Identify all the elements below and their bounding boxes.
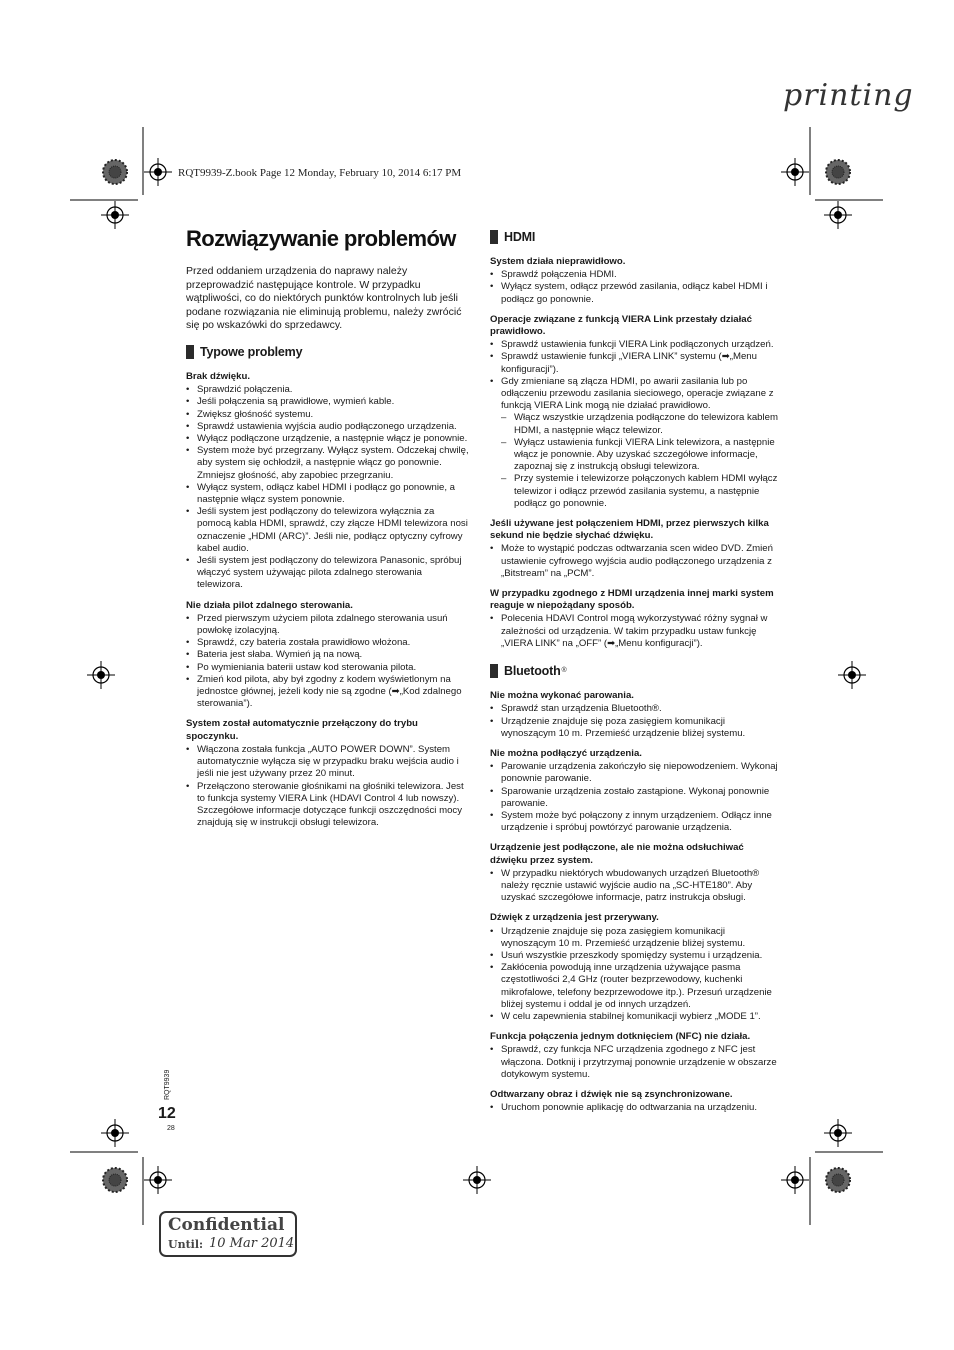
section [490,664,780,1114]
confidential-until-label: Until: [168,1238,204,1251]
section-heading [186,345,470,359]
problem-title: Nie działa pilot zdalnego sterowania. [186,599,353,611]
solution-item: • W przypadku niektórych wbudowanych urządzeń Bluetooth® należy ręcznie ustawić wyjście audio na „SC-HTE180”. Aby uzyskać szczegółowe informacje, patrz instrukcja obsługi. [490,868,780,905]
solution-item: • Sprawdzić połączenia. [186,384,470,396]
solution-list [490,926,780,1024]
sub-solution-item: – Wyłącz ustawienia funkcji VIERA Link telewizora, a następnie włącz je ponownie. Aby uzyskać szczegółowe informacje, zapoznaj się z instrukcją obsługi telewizora. [490,437,780,474]
page-title: Rozwiązywanie problemów [186,226,456,251]
solution-list [490,868,780,905]
solution-item: • Sprawdź ustawienia funkcji VIERA Link podłączonych urządzeń. [490,339,780,351]
problem-title: System został automatycznie przełączony do trybu spoczynku. [186,718,418,742]
crosshair-mark [838,661,866,689]
crosshair-mark [101,1119,129,1147]
solution-item: • Wyłącz system, odłącz kabel HDMI i podłącz go ponownie, a następnie włącz system ponownie. [186,482,470,506]
crosshair-mark [781,158,809,186]
problem-block [490,1031,780,1081]
solution-item: • Polecenia HDAVI Control mogą wykorzystywać różny sygnał w zależności od urządzenia. W takim przypadku ustaw funkcję „VIERA LINK” na „OFF” (➡„Menu konfiguracji”). [490,613,780,650]
problem-block [490,912,780,1023]
section-heading-text: Bluetooth [504,663,561,678]
solution-item: • Może to wystąpić podczas odtwarzania scen wideo DVD. Zmień ustawienie cyfrowego wyjścia audio podłączonego urządzenia z „Bitstream” na „PCM”. [490,543,780,580]
crosshair-mark [463,1166,491,1194]
solution-list [490,339,780,510]
solution-item: • Sprawdź połączenia HDMI. [490,269,780,281]
starburst-mark [103,160,127,184]
starburst-mark [826,1168,850,1192]
problem-block [490,518,780,580]
intro-paragraph: Przed oddaniem urządzenia do naprawy należy przeprowadzić następujące kontrole. W przypadku wątpliwości, co do niektórych punktów kontrolnych lub jeśli podane rozwiązania nie eliminują problemu, należy zwrócić się po wskazówki do sprzedawcy. [186,265,462,331]
problem-title: Odtwarzany obraz i dźwięk nie są zsynchronizowane. [490,1088,733,1100]
page-code: RQT9939 [164,1069,171,1100]
solution-item: • Jeśli połączenia są prawidłowe, wymień kable. [186,396,470,408]
solution-item: • Gdy zmieniane są złącza HDMI, po awarii zasilania lub po odłączeniu przewodu zasilania sieciowego, operacje związane z funkcją VIERA Link mogą nie działać prawidłowo. [490,376,780,413]
problem-block [490,690,780,740]
starburst-mark [826,160,850,184]
page-sub-number: 28 [167,1125,175,1132]
printing-stamp: printing [783,78,914,113]
problem-title: Brak dźwięku. [186,371,250,382]
book-header: RQT9939-Z.book Page 12 Monday, February 10, 2014 6:17 PM [178,167,462,179]
sub-solution-item: – Przy systemie i telewizorze połączonych kablem HDMI wyłącz telewizor i odłącz przewód zasilania systemu, a następnie podłącz go ponownie. [490,473,780,510]
problem-title: Funkcja połączenia jednym dotknięciem (NFC) nie działa. [490,1031,751,1043]
problem-block [490,588,780,650]
solution-item: • Zwiększ głośność systemu. [186,409,470,421]
solution-item: • Zmień kod pilota, aby był zgodny z kodem wyświetlonym na jednostce głównej, jeżeli kody nie są zgodne (➡„Kod zdalnego sterowania”). [186,674,470,711]
crosshair-mark [101,201,129,229]
solution-item: • Przełączono sterowanie głośnikami na głośniki telewizora. Jest to funkcja systemy VIERA Link (HDAVI Control 4 lub nowszy). Szczegółowe informacje dotyczące funkcji oszczędności mocy znajdują się w instrukcji obsługi telewizora. [186,781,470,830]
solution-item: • Wyłącz system, odłącz przewód zasilania, odłącz kabel HDMI i podłącz go ponownie. [490,281,780,305]
solution-item: • Usuń wszystkie przeszkody spomiędzy systemu i urządzenia. [490,950,780,962]
section-heading [490,664,780,678]
problem-title: Dźwięk z urządzenia jest przerywany. [490,912,659,924]
solution-item: • Sparowanie urządzenia zostało zastąpione. Wykonaj ponownie parowanie. [490,786,780,810]
problem-block [490,314,780,510]
crosshair-mark [144,158,172,186]
problem-block [186,371,470,592]
registered-mark: ® [561,666,567,674]
heading-bar [186,345,194,359]
problem-title: Nie można wykonać parowania. [490,690,634,702]
solution-list [490,1044,780,1081]
solution-item: • Parowanie urządzenia zakończyło się niepowodzeniem. Wykonaj ponownie parowanie. [490,761,780,785]
solution-list [490,1102,780,1114]
solution-item: • Sprawdź, czy funkcja NFC urządzenia zgodnego z NFC jest włączona. Dotknij i przytrzymaj ponownie urządzenie w obszarze dotykowym systemu. [490,1044,780,1081]
problem-title: Urządzenie jest podłączone, ale nie można odsłuchiwać dźwięku przez system. [490,842,744,866]
right-column [490,230,780,1128]
page-number: 12 [158,1105,176,1122]
heading-bar [490,664,498,678]
solution-list [186,384,470,591]
solution-item: • Sprawdź ustawienie funkcji „VIERA LINK” systemu (➡„Menu konfiguracji”). [490,351,780,375]
confidential-date: 10 Mar 2014 [209,1236,295,1251]
crosshair-mark [824,201,852,229]
solution-item: • Jeśli system jest podłączony do telewizora wyłącznia za pomocą kabla HDMI, sprawdź, czy złącze HDMI telewizora nosi oznaczenie „HDMI (ARC)”. Jeśli nie, podłącz optyczny cyfrowy kabel audio. [186,506,470,555]
confidential-stamp [159,1211,297,1257]
crosshair-mark [824,1119,852,1147]
solution-item: • W celu zapewnienia stabilnej komunikacji wybierz „MODE 1”. [490,1011,780,1023]
crosshair-mark [144,1166,172,1194]
problem-block [186,718,470,829]
heading-bar [490,230,498,244]
problem-title: System działa nieprawidłowo. [490,256,626,267]
problem-title: Jeśli używane jest połączeniem HDMI, przez pierwszych kilka sekund nie będzie słychać dźwięku. [490,518,769,542]
solution-list [186,744,470,829]
solution-item: • Urządzenie znajduje się poza zasięgiem komunikacji wynoszącym 10 m. Przemieść urządzenie bliżej systemu. [490,926,780,950]
problem-block [490,842,780,904]
solution-item: • Po wymieniania baterii ustaw kod sterowania pilota. [186,662,470,674]
section-heading-text: HDMI [504,229,536,244]
solution-item: • Wyłącz podłączone urządzenie, a następnie włącz je ponownie. [186,433,470,445]
solution-item: • System może być przegrzany. Wyłącz system. Odczekaj chwilę, aby system się ochłodził, a następnie włącz go ponownie. Zmniejsz głośność, aby zapobiec przegrzaniu. [186,445,470,482]
solution-list [490,703,780,740]
solution-item: • Włączona została funkcja „AUTO POWER DOWN”. System automatycznie wyłącza się w przypadku braku wejścia audio i jeśli nie jest używany przez 20 minut. [186,744,470,781]
section [490,230,780,650]
problem-title: Nie można podłączyć urządzenia. [490,747,642,759]
solution-list [490,761,780,834]
solution-item: • Sprawdź, czy bateria została prawidłowo włożona. [186,637,470,649]
solution-item: • Sprawdź ustawienia wyjścia audio podłączonego urządzenia. [186,421,470,433]
solution-item: • Uruchom ponownie aplikację do odtwarzania na urządzeniu. [490,1102,780,1114]
solution-list [490,543,780,580]
problem-block [490,256,780,306]
solution-item: • Bateria jest słaba. Wymień ją na nową. [186,649,470,661]
problem-block [490,748,780,834]
starburst-mark [103,1168,127,1192]
solution-item: • Przed pierwszym użyciem pilota zdalnego sterowania usuń powłokę izolacyjną. [186,613,470,637]
solution-item: • Zakłócenia powodują inne urządzenia używające pasma częstotliwości 2,4 GHz (router bezprzewodowy, kuchenki mikrofalowe, telefony bezprzewodowe itp.). Przesuń urządzenie bliżej systemu i oddal je od innych urządzeń. [490,962,780,1011]
problem-title: W przypadku zgodnego z HDMI urządzenia innej marki system reaguje w niepożądany sposób. [490,588,774,612]
confidential-label: Confidential [168,1215,285,1235]
section [186,345,470,829]
section-heading-text: Typowe problemy [200,344,303,359]
left-column [186,345,470,843]
sub-solution-item: – Włącz wszystkie urządzenia podłączone do telewizora kablem HDMI, a następnie włącz telewizor. [490,412,780,436]
solution-item: • Urządzenie znajduje się poza zasięgiem komunikacji wynoszącym 10 m. Przemieść urządzenie bliżej systemu. [490,716,780,740]
problem-block [186,600,470,711]
solution-item: • System może być połączony z innym urządzeniem. Odłącz inne urządzenie i spróbuj powtórzyć parowanie urządzenia. [490,810,780,834]
section-heading [490,230,780,244]
crosshair-mark [87,661,115,689]
solution-list [186,613,470,711]
solution-item: • Sprawdź stan urządzenia Bluetooth®. [490,703,780,715]
solution-item: • Jeśli system jest podłączony do telewizora Panasonic, spróbuj włączyć system używając pilota zdalnego sterowania telewizora. [186,555,470,592]
crosshair-mark [781,1166,809,1194]
solution-list [490,269,780,306]
problem-block [490,1089,780,1114]
solution-list [490,613,780,650]
problem-title: Operacje związane z funkcją VIERA Link przestały działać prawidłowo. [490,313,752,338]
